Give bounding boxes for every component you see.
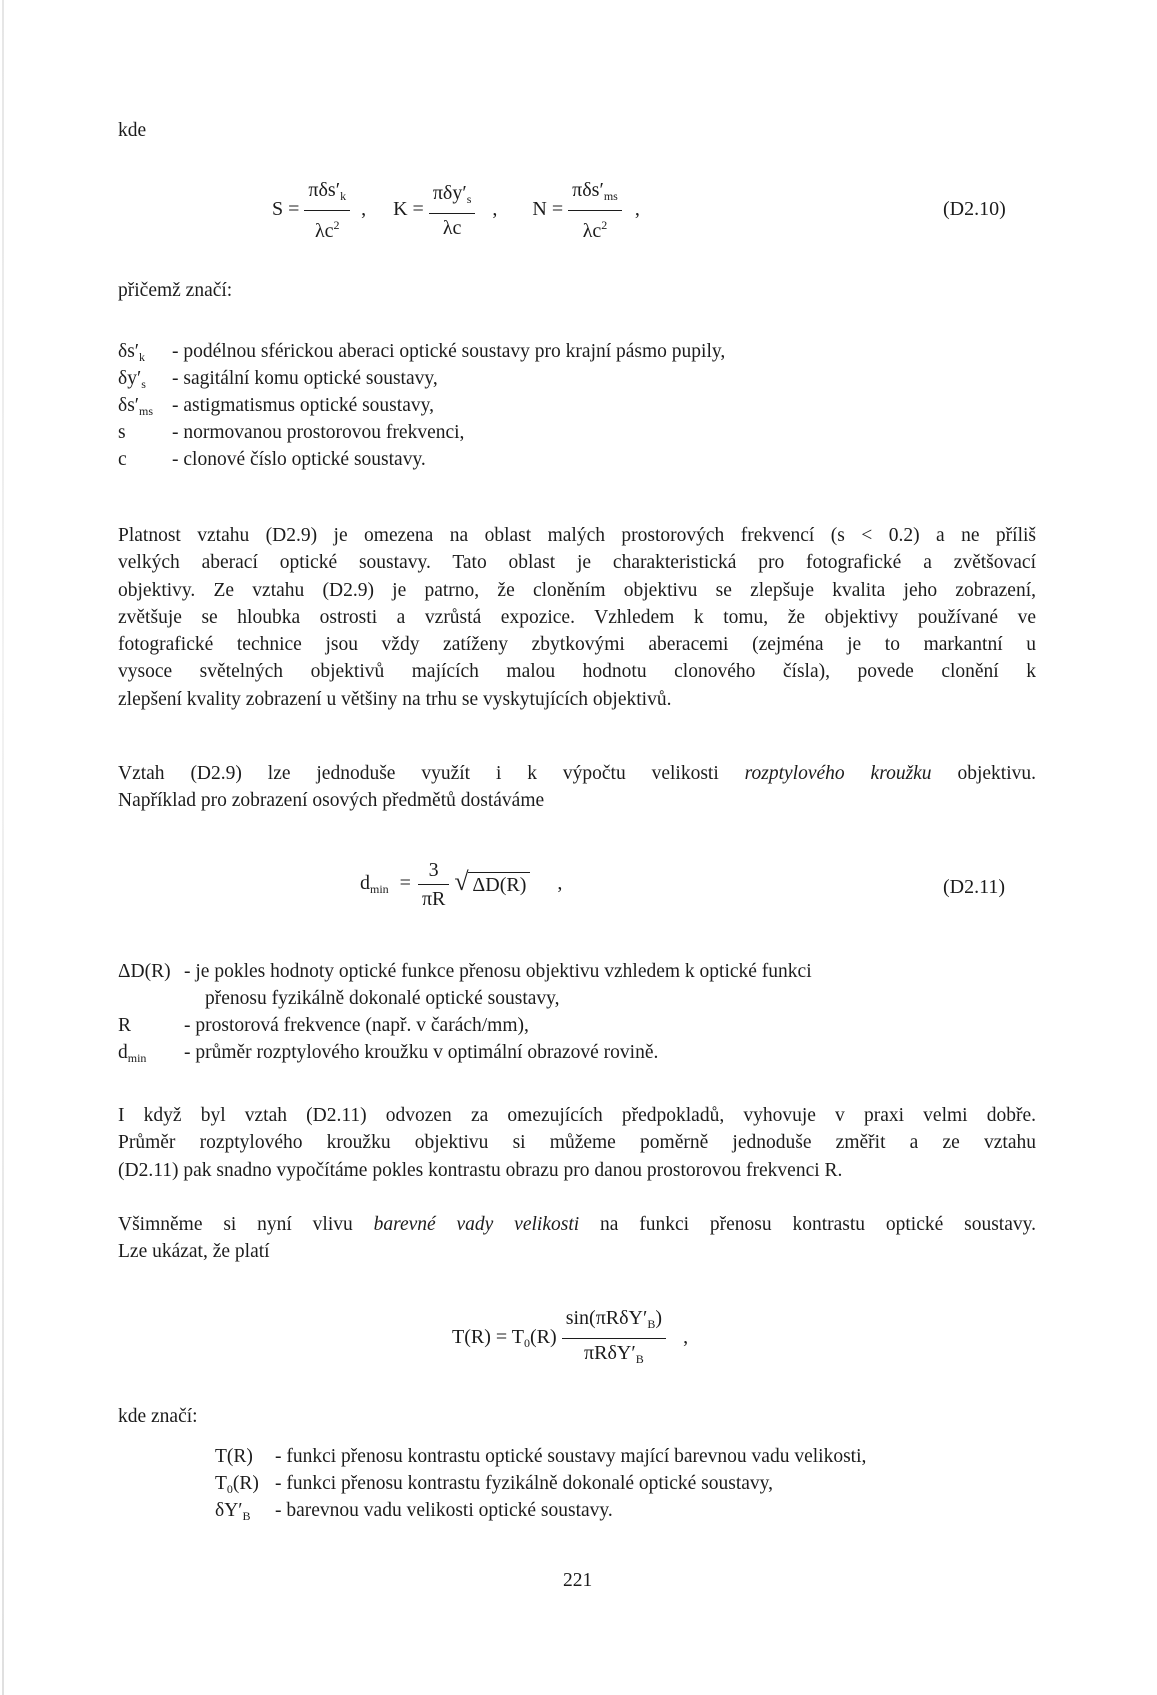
para2-line-1: Vztah (D2.9) lze jednoduše využít i k výpočtu velikosti rozptylového kroužku objektivu. (118, 763, 1036, 784)
paragraph-2 (118, 760, 1036, 815)
eq-n-den: λc (582, 220, 602, 242)
eq11-lhs: d (360, 872, 370, 895)
para4-line-2: Lze ukázat, že platí (118, 1241, 270, 1263)
eq-k-lhs: K = (393, 198, 424, 221)
paragraph-4 (118, 1211, 1036, 1266)
eqtr-den-sub: B (635, 1352, 644, 1366)
equation-number-d2-11: (D2.11) (943, 876, 1006, 898)
eq11-lhs-sub: min (370, 882, 389, 897)
sqrt-icon: √ (454, 867, 469, 896)
para1-line: objektivy. Ze vztahu (D2.9) je patrno, že cloněním objektivu se zlepšuje kvalita jeho zobrazení, (118, 579, 1036, 601)
eq11-fraction (418, 858, 449, 911)
eq-n-num-sub: ms (603, 189, 618, 203)
def3-text-T0R: - funkci přenosu kontrastu fyzikálně dokonalé optické soustavy, (275, 1473, 774, 1494)
eq-s-num: πδs′ (308, 179, 341, 201)
eq-k-num: πδy′ (432, 182, 467, 204)
def2-text-dD: - je pokles hodnoty optické funkce přenosu objektivu vzhledem k optické funkci (184, 961, 812, 982)
eq-k-den: λc (442, 217, 462, 239)
eq-n-den-sup: 2 (601, 218, 608, 232)
def1-sym-dys: $\delta y'_s$ (118, 368, 146, 391)
para3-line: I když byl vztah (D2.11) odvozen za omezujících předpokladů, vyhovuje v praxi velmi dobře. (118, 1105, 1036, 1126)
eqtr-lhs: T(R) = T (452, 1326, 525, 1349)
eqtr-den: πRδY′ (584, 1342, 636, 1364)
eqtr-lhs-tail: (R) (530, 1326, 557, 1349)
def2-sym-R: R (118, 1015, 132, 1036)
term-barevna-vada-velikosti: barevné vady velikosti (373, 1214, 580, 1235)
para1-line: Platnost vztahu (D2.9) je omezena na oblast malých prostorových frekvencí (s < 0.2) a ne příliš (118, 525, 1036, 546)
eqtr-fraction (562, 1306, 666, 1371)
eq-n-num: πδs′ (572, 179, 604, 201)
def1-sym-dsk: $\delta s'_k$ (118, 341, 146, 364)
para1-line: velkých aberací optické soustavy. Tato oblast je charakteristická pro fotografické a zvětšovací (118, 552, 1036, 574)
eq11-equals: = (399, 872, 411, 895)
eq-s-fraction (304, 178, 350, 243)
def1-text-dys: - sagitální komu optické soustavy, (172, 368, 438, 389)
eqtr-num-tail: ) (655, 1307, 663, 1329)
para1-line: zvětšuje se hloubka ostrosti a vzrůstá expozice. Vzhledem k tomu, že objektivy používané ve (118, 606, 1036, 628)
pricemz-label: přičemž značí: (118, 280, 233, 301)
eq11-den: πR (421, 888, 446, 910)
eq11-radicand: ΔD(R) (468, 872, 530, 897)
def1-sym-dsms: $\delta s'_{ms}$ (118, 395, 154, 418)
eqtr-num: sin(πRδY′ (565, 1307, 648, 1329)
def1-sym-c: c (118, 449, 127, 470)
paragraph-3 (118, 1102, 1036, 1184)
kde-znaci-label: kde značí: (118, 1406, 198, 1427)
eq-k-fraction (429, 181, 476, 240)
page-number: 221 (563, 1570, 593, 1591)
intro-word: kde (118, 120, 147, 141)
eq-n-lhs: N = (532, 198, 564, 221)
para3-line: Průměr rozptylového kroužku objektivu si můžeme poměrně jednoduše změřit a ze vztahu (118, 1132, 1036, 1154)
paragraph-1 (118, 522, 1036, 713)
eq-s-den: λc (314, 220, 334, 242)
eq-s-num-sub: k (340, 189, 347, 203)
equation-number-d2-10: (D2.10) (943, 198, 1006, 220)
def2-text-dmin: - průměr rozptylového kroužku v optimální obrazové rovině. (184, 1042, 659, 1063)
eq11-sqrt (454, 867, 530, 897)
def3-sym-TR: T(R) (215, 1446, 253, 1467)
def3-text-dYB: - barevnou vadu velikosti optické soustavy. (275, 1500, 613, 1521)
eq-n-fraction (568, 178, 622, 243)
eq-s-den-sup: 2 (333, 218, 340, 232)
eqtr-num-sub: B (647, 1317, 656, 1331)
def1-sym-s: s (118, 422, 126, 443)
eq11-sep: , (557, 872, 563, 895)
def1-text-c: - clonové číslo optické soustavy. (172, 449, 426, 470)
eq-k-num-sub: s (466, 192, 472, 206)
def3-sym-T0R: $T_0(R)$ (215, 1473, 259, 1496)
def3-sym-dYB: $\delta Y'_B$ (215, 1500, 251, 1523)
eqtr-sep: , (683, 1326, 689, 1349)
def2-text-R: - prostorová frekvence (např. v čarách/mm), (184, 1015, 529, 1036)
def1-text-dsms: - astigmatismus optické soustavy, (172, 395, 434, 416)
para1-line: fotografické technice jsou vždy zatíženy zbytkovými aberacemi (zejména je to markantní u (118, 634, 1036, 656)
para2-line-2: Například pro zobrazení osových předmětů dostáváme (118, 790, 545, 812)
eq-s-lhs: S = (272, 198, 300, 221)
def1-text-s: - normovanou prostorovou frekvenci, (172, 422, 465, 443)
eq-sep-3: , (634, 198, 640, 221)
para4-line-1: Všimněme si nyní vlivu barevné vady velikosti na funkci přenosu kontrastu optické soustavy. (118, 1214, 1036, 1235)
eq-sep-1: , (361, 198, 367, 221)
term-rozptylovy-krouzek: rozptylového kroužku (744, 763, 932, 784)
para3-line: (D2.11) pak snadno vypočítáme pokles kontrastu obrazu pro danou prostorovou frekvenci R. (118, 1159, 843, 1181)
def1-text-dsk: - podélnou sférickou aberaci optické soustavy pro krajní pásmo pupily, (172, 341, 726, 362)
def2-sym-dmin: $d_{min}$ (118, 1042, 147, 1065)
eq-sep-2: , (492, 198, 498, 221)
equation-tr (452, 1306, 688, 1371)
eq11-num: 3 (418, 858, 449, 885)
equation-d2-10 (272, 178, 640, 243)
def2-text-dD-cont: přenosu fyzikálně dokonalé optické soustavy, (205, 988, 560, 1009)
def3-text-TR: - funkci přenosu kontrastu optické soustavy mající barevnou vadu velikosti, (275, 1446, 867, 1467)
eqtr-lhs-sub: 0 (524, 1336, 531, 1351)
scan-edge (2, 0, 4, 1695)
def2-sym-dD: ΔD(R) (118, 961, 171, 982)
para1-line: vysoce světelných objektivů majících malou hodnotu clonového čísla), povede clonění k (118, 661, 1036, 683)
para1-line: zlepšení kvality zobrazení u většiny na trhu se vyskytujících objektivů. (118, 688, 672, 710)
equation-d2-11 (360, 858, 562, 911)
